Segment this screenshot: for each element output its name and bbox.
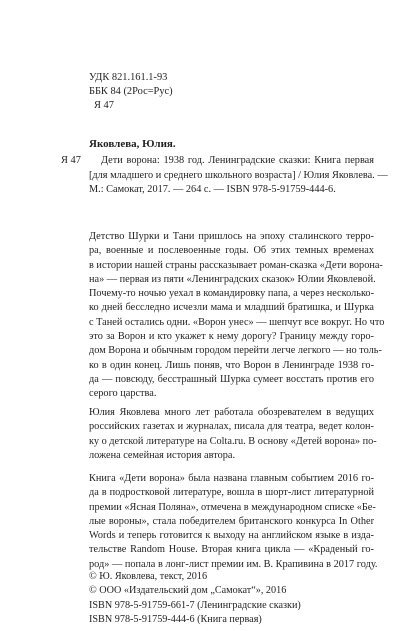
annotation-line: Почему-то ночью уехал в командировку папа, а через несколько- (89, 288, 374, 300)
annotation-line: ку о детской литературе на Colta.ru. В основу «Детей ворона» по- (89, 435, 377, 447)
annotation-line: лые вороны», стала победителем британского конкурса In Other (89, 515, 374, 527)
annotation-paragraph-awards (89, 472, 378, 572)
annotation-line: Юлия Яковлева много лет работала обозревателем в ведущих (89, 407, 374, 418)
annotation-line: это за Ворон и кто укажет к нему дорогу? Границу между горо- (89, 331, 374, 343)
annotation-line: ра, военные и послевоенные годы. Об этих темных временах (89, 245, 374, 257)
udk-code: УДК 821.161.1-93 (89, 72, 168, 83)
annotation-line: на» — первая из пяти «Ленинградских сказок» Юлии Яковлевой. (89, 273, 376, 285)
annotation-line: Книга «Дети ворона» была названа главным событием 2016 го- (89, 473, 374, 484)
annotation-line: в истории нашей страны рассказывает роман-сказка «Дети ворона- (89, 259, 383, 271)
isbn-series: ISBN 978-5-91759-661-7 (Ленинградские сказки) (89, 599, 301, 611)
bibliographic-codes (89, 71, 173, 114)
annotation-line: да — повсюду, бесстрашный Шурка сумеет восстать против его (89, 373, 374, 385)
annotation-line: серого царства. (89, 388, 157, 400)
copyright-block (89, 570, 301, 627)
bbk-code: ББК 84 (2Рос=Рус) (89, 86, 173, 98)
isbn-book: ISBN 978-5-91759-444-6 (Книга первая) (89, 613, 262, 625)
annotation-line: ко в один конец. Лишь поняв, что Ворон в Ленинграде 1938 го- (89, 359, 374, 371)
bibliographic-description (89, 154, 388, 198)
citation-line: Дети ворона: 1938 год. Ленинградские сказки: Книга первая (101, 155, 374, 166)
author-heading: Яковлева, Юлия. (89, 138, 176, 150)
annotation-line: премии «Ясная Поляна», отмечена в международном списке «Бе- (89, 501, 376, 513)
annotation-line: Words и теперь готовится к выходу на английском языке в изда- (89, 530, 374, 542)
annotation-line: тельстве Random House. Вторая книга цикла — «Краденый го- (89, 544, 374, 556)
annotation-line: с Таней остались одни. «Ворон унес» — шепчут все вокруг. Но что (89, 316, 385, 328)
annotation-paragraph-story (89, 230, 385, 402)
annotation-line: ко дней бесследно исчезли мама и младший братишка, и Шурка (89, 302, 374, 314)
annotation-line: ложена семейная история автора. (89, 449, 236, 461)
annotation-line: род» — попала в лонг-лист премии им. В. Крапивина в 2017 году. (89, 558, 378, 570)
annotation-line: Детство Шурки и Тани пришлось на эпоху сталинского терро- (89, 231, 374, 242)
citation-line: [для младшего и среднего школьного возраста] / Юлия Яковлева. — (89, 169, 388, 181)
copyright-text: © Ю. Яковлева, текст, 2016 (89, 571, 208, 582)
annotation-line: дом Ворона и обычным городом перейти легче легкого — но толь- (89, 345, 382, 357)
copyright-publisher: © ООО «Издательский дом „Самокат“», 2016 (89, 585, 287, 597)
citation-line: М.: Самокат, 2017. — 264 с. — ISBN 978-5-91759-444-6. (89, 184, 336, 195)
annotation-paragraph-author (89, 406, 377, 463)
author-sign: Я 47 (94, 100, 114, 112)
annotation-line: российских газетах и журналах, писала для театра, ведет колон- (89, 421, 374, 433)
annotation-line: да в подростковой литературе, вошла в шорт-лист литературной (89, 487, 374, 499)
margin-author-sign: Я 47 (61, 155, 81, 166)
